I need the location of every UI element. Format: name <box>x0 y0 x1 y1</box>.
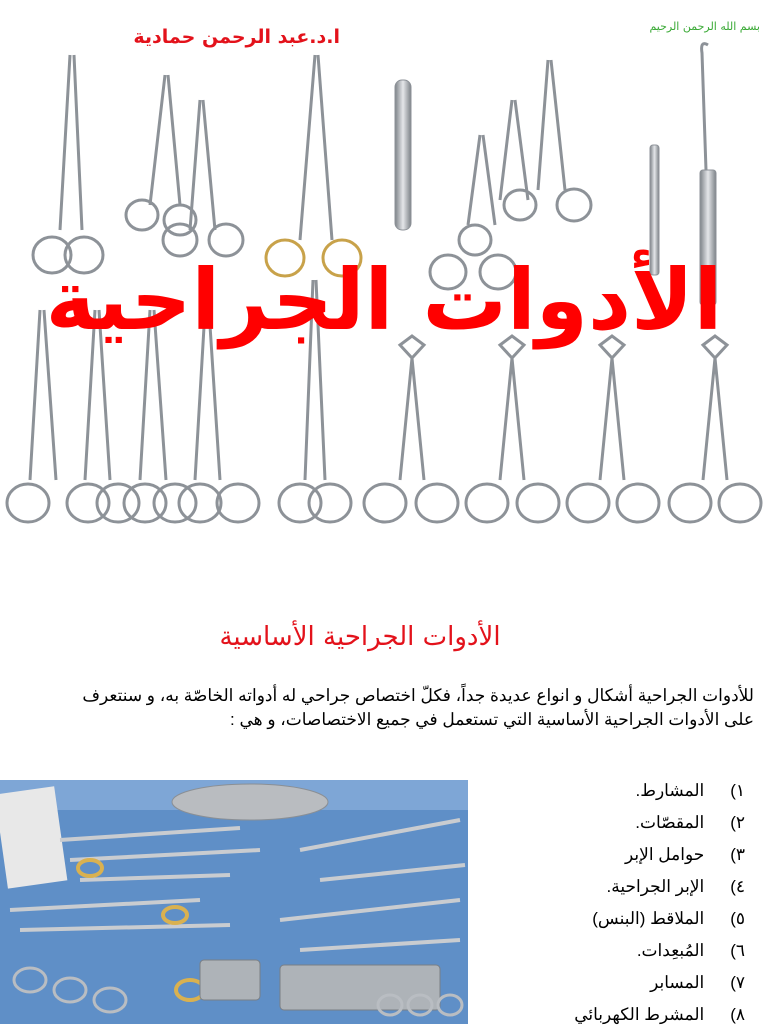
basmala: بسم الله الرحمن الرحيم <box>649 20 760 33</box>
list-number: ٥) <box>730 909 745 928</box>
list-item <box>505 841 745 873</box>
list-label: حوامل الإبر <box>625 845 705 864</box>
list-number: ٦) <box>730 941 745 960</box>
instrument-tray-photo <box>0 780 468 1024</box>
list-item <box>505 905 745 937</box>
list-label: الإبر الجراحية. <box>606 877 705 896</box>
list-item <box>505 873 745 905</box>
list-label: الملاقط (البنس) <box>592 909 705 928</box>
intro-paragraph: للأدوات الجراحية أشكال و انواع عديدة جداً، فكلّ اختصاص جراحي له أدواته الخاصّة به، و سنتعرف على الأدوات الجراحية الأساسية التي تستعمل في جميع الاختصاصات، و هي : <box>82 686 754 729</box>
list-item <box>505 969 745 1001</box>
list-item <box>505 809 745 841</box>
section-title: الأدوات الجراحية الأساسية <box>219 622 501 652</box>
list-item <box>505 937 745 969</box>
list-label: المشارط. <box>635 781 705 800</box>
author-name: ا.د.عبد الرحمن حمادية <box>133 26 340 48</box>
list-number: ٤) <box>730 877 745 896</box>
list-label: المسابر <box>650 973 705 992</box>
list-number: ٧) <box>730 973 745 992</box>
main-title: الأدوات الجراحية <box>45 251 723 349</box>
list-item <box>505 1001 745 1033</box>
list-number: ٨) <box>730 1005 745 1024</box>
list-label: المُبعِدات. <box>636 941 705 960</box>
list-label: المقصّات. <box>635 813 705 832</box>
list-number: ٣) <box>730 845 745 864</box>
list-number: ١) <box>730 781 745 800</box>
list-number: ٢) <box>730 813 745 832</box>
list-label: المشرط الكهربائي <box>574 1005 705 1024</box>
instrument-list <box>505 777 745 1033</box>
list-item <box>505 777 745 809</box>
